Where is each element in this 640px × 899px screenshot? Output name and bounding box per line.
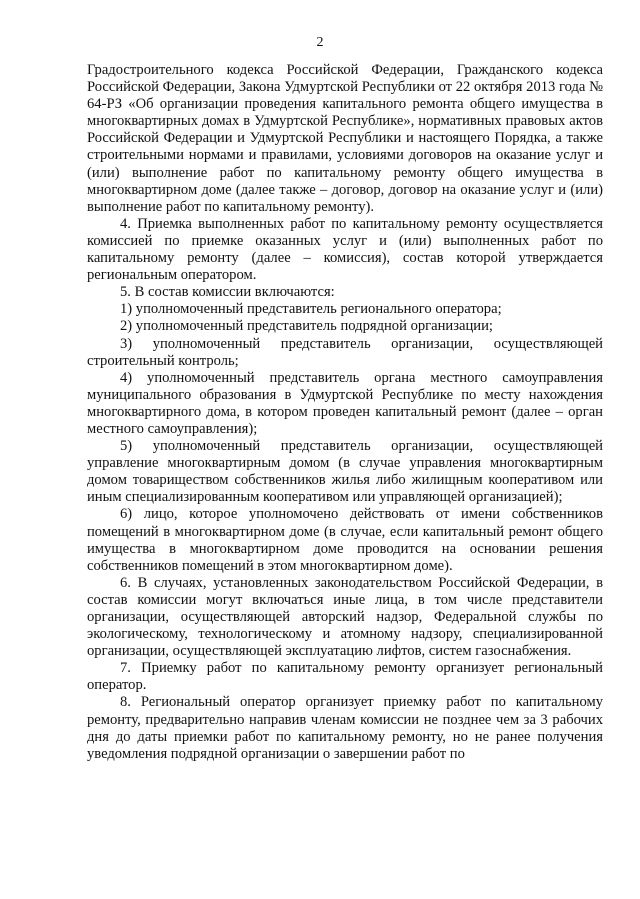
paragraph: 5. В состав комиссии включаются:	[120, 284, 335, 301]
paragraph: 6. В случаях, установленных законодательством Российской Федерации, в состав комиссии могут включаться иные лица, в том числе представители организации, осуществляющей авторский надзор, Федеральной службы по экологическому, технологическому и атомному надзору, специализированной организации, осуществляющей эксплуатацию лифтов, систем газоснабжения.	[87, 574, 603, 660]
paragraph: Градостроительного кодекса Российской Федерации, Гражданского кодекса Российской Федерации, Закона Удмуртской Республики от 22 октября 2013 года № 64-РЗ «Об организации проведения капитального ремонта общего имущества в многоквартирных домах в Удмуртской Республике», нормативных правовых актов Российской Федерации и Удмуртской Республики и настоящего Порядка, а также строительными нормами и правилами, условиями договоров на оказание услуг и (или) выполнение работ по капитальному ремонту общего имущества в многоквартирном доме (далее также – договор, договор на оказание услуг и (или) выполнение работ по капитальному ремонту).	[87, 62, 603, 215]
paragraph: 4) уполномоченный представитель органа местного самоуправления муниципального образования в Удмуртской Республике по месту нахождения многоквартирного дома, в котором проведен капитальный ремонт (далее – орган местного самоуправления);	[87, 369, 603, 437]
paragraph: 2) уполномоченный представитель подрядной организации;	[120, 318, 493, 335]
paragraph: 1) уполномоченный представитель регионального оператора;	[120, 301, 502, 318]
paragraph: 7. Приемку работ по капитальному ремонту организует региональный оператор.	[87, 660, 603, 694]
paragraph: 6) лицо, которое уполномочено действовать от имени собственников помещений в многоквартирном доме (в случае, если капитальный ремонт общего имущества в многоквартирном доме проводится на основании решения собственников помещений в этом многоквартирном доме).	[87, 506, 603, 574]
paragraph: 4. Приемка выполненных работ по капитальному ремонту осуществляется комиссией по приемке оказанных услуг и (или) выполненных работ по капитальному ремонту (далее – комиссия), состав которой утверждается региональным оператором.	[87, 215, 603, 284]
page-number: 2	[316, 35, 324, 50]
paragraph: 5) уполномоченный представитель организации, осуществляющей управление многоквартирным домом (в случае управления многоквартирным домом товариществом собственников жилья либо жилищным кооперативом или иным специализированным кооперативом или управляющей организацией);	[87, 438, 603, 506]
paragraph: 8. Региональный оператор организует приемку работ по капитальному ремонту, предварительно направив членам комиссии не позднее чем за 3 рабочих дня до даты приемки работ по капитальному ремонту, но не ранее получения уведомления подрядной организации о завершении работ по	[87, 694, 603, 762]
document-body	[87, 62, 603, 763]
paragraph: 3) уполномоченный представитель организации, осуществляющей строительный контроль;	[87, 335, 603, 369]
